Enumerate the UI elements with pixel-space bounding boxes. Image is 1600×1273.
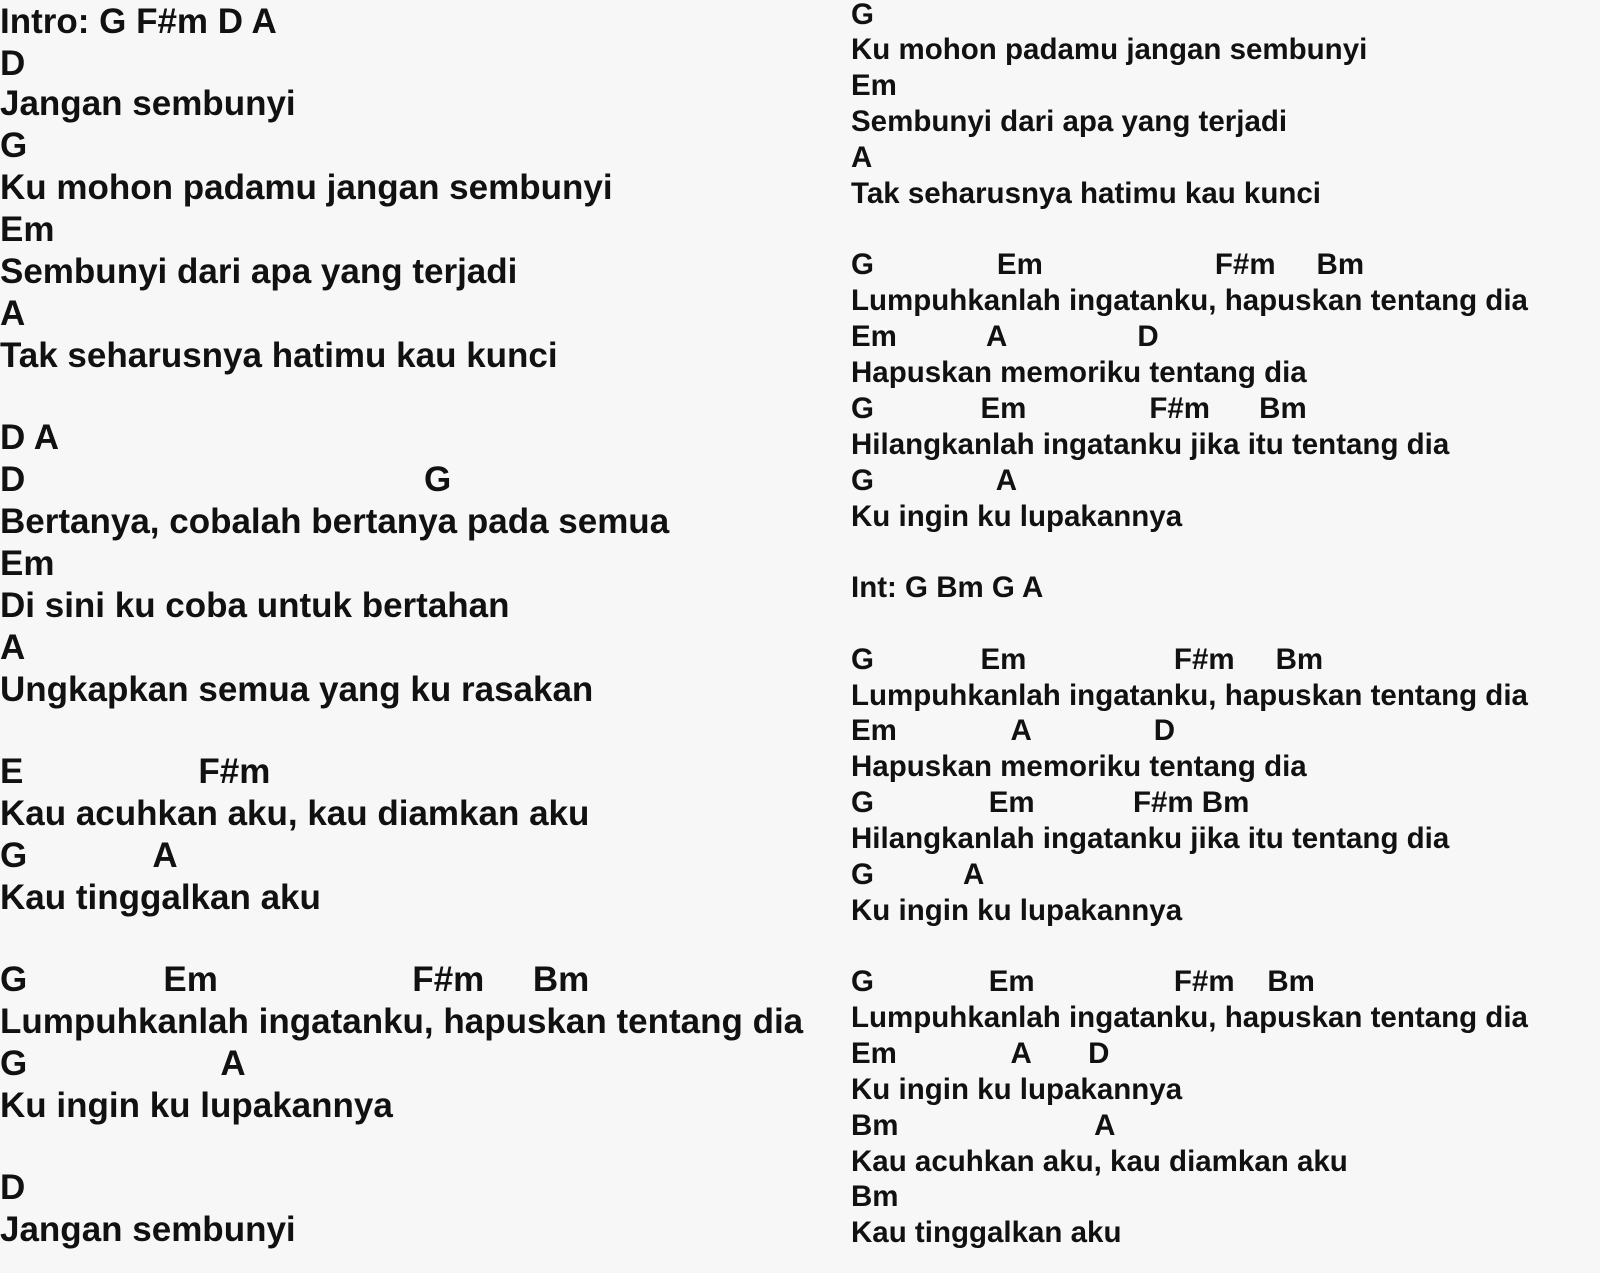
chord-line: G Em F#m Bm (851, 786, 1250, 819)
lyric-line: Tak seharusnya hatimu kau kunci (0, 336, 558, 375)
chord-line: D G (0, 460, 452, 499)
lyric-line: Sembunyi dari apa yang terjadi (0, 252, 518, 291)
lyric-line: Lumpuhkanlah ingatanku, hapuskan tentang dia (851, 284, 1528, 317)
chord-line: D (0, 1168, 26, 1207)
chord-line: G Em F#m Bm (851, 248, 1365, 281)
chord-line: D A (0, 418, 59, 457)
chord-line: Bm A (851, 1109, 1116, 1142)
chord-line: D (0, 44, 26, 83)
lyric-line: Ku ingin ku lupakannya (0, 1086, 393, 1125)
chord-line: A (851, 141, 873, 174)
chord-line: G A (0, 1044, 246, 1083)
chord-line: Bm (851, 1180, 899, 1213)
lyric-line: Lumpuhkanlah ingatanku, hapuskan tentang dia (851, 1001, 1528, 1034)
lyric-line: Kau acuhkan aku, kau diamkan aku (0, 794, 590, 833)
lyric-line: Jangan sembunyi (0, 84, 296, 123)
lyric-line: Tak seharusnya hatimu kau kunci (851, 177, 1321, 210)
lyric-line: Kau tinggalkan aku (851, 1216, 1122, 1249)
right-column (851, 0, 1600, 1273)
lyric-line: Kau acuhkan aku, kau diamkan aku (851, 1145, 1348, 1178)
chord-line: G Em F#m Bm (851, 643, 1324, 676)
chord-line: Em (851, 69, 897, 102)
lyric-line: Sembunyi dari apa yang terjadi (851, 105, 1288, 138)
lyric-line: Hilangkanlah ingatanku jika itu tentang dia (851, 822, 1450, 855)
chord-line: Em (0, 210, 55, 249)
lyric-line: Jangan sembunyi (0, 1210, 296, 1249)
lyric-line: Ku ingin ku lupakannya (851, 500, 1183, 533)
chord-line: E F#m (0, 752, 271, 791)
chord-line: G Em F#m Bm (0, 960, 590, 999)
chord-line: G (851, 0, 874, 31)
lyric-line: Di sini ku coba untuk bertahan (0, 586, 510, 625)
lyric-line: Hilangkanlah ingatanku jika itu tentang dia (851, 428, 1450, 461)
lyric-line: Kau tinggalkan aku (0, 878, 321, 917)
lyric-line: Ku ingin ku lupakannya (851, 1073, 1183, 1106)
lyric-line: Bertanya, cobalah bertanya pada semua (0, 502, 670, 541)
lyric-line: Ku ingin ku lupakannya (851, 894, 1183, 927)
chord-line: G Em F#m Bm (851, 392, 1307, 425)
chord-line: G A (0, 836, 178, 875)
lyric-line: Hapuskan memoriku tentang dia (851, 750, 1307, 783)
chord-line: Em A D (851, 320, 1159, 353)
chord-line: G Em F#m Bm (851, 965, 1315, 998)
chord-line: G A (851, 858, 985, 891)
chord-line: G (0, 126, 28, 165)
lyric-line: Hapuskan memoriku tentang dia (851, 356, 1307, 389)
lyric-line: Lumpuhkanlah ingatanku, hapuskan tentang dia (851, 679, 1528, 712)
chord-line: A (0, 628, 26, 667)
chord-line: G A (851, 464, 1018, 497)
chord-line: Em A D (851, 714, 1176, 747)
lyric-line: Ungkapkan semua yang ku rasakan (0, 670, 594, 709)
chord-line: Em A D (851, 1037, 1110, 1070)
chord-line: A (0, 294, 26, 333)
lyric-line: Lumpuhkanlah ingatanku, hapuskan tentang dia (0, 1002, 804, 1041)
interlude-line: Int: G Bm G A (851, 571, 1044, 604)
lyric-line: Ku mohon padamu jangan sembunyi (0, 168, 613, 207)
chord-line: Em (0, 544, 55, 583)
intro-line: Intro: G F#m D A (0, 2, 277, 41)
lyric-line: Ku mohon padamu jangan sembunyi (851, 33, 1368, 66)
